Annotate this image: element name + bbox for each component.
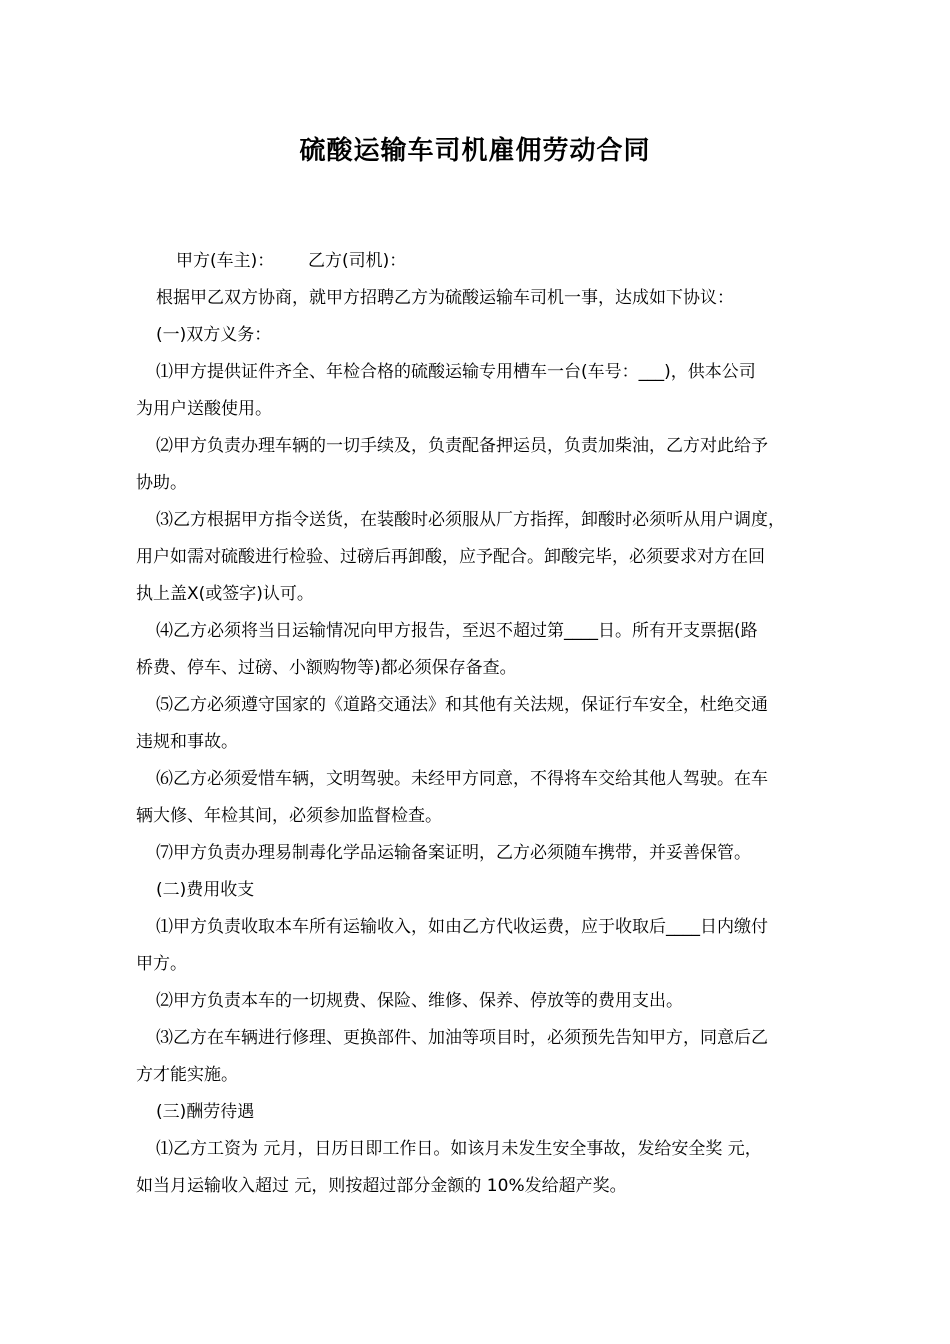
preamble: 根据甲乙双方协商，就甲方招聘乙方为硫酸运输车司机一事，达成如下协议： [156,288,734,308]
document-body [116,243,838,1205]
clause-item: ⑶乙方在车辆进行修理、更换部件、加油等项目时，必须预先告知甲方，同意后乙 方才能实施。 [136,1028,768,1085]
clause-item: ⑴甲方提供证件齐全、年检合格的硫酸运输专用槽车一台(车号：___)，供本公司 为用户送酸使用。 [136,362,756,419]
section-heading: (二)费用收支 [156,880,255,900]
clause-item: ⑷乙方必须将当日运输情况向甲方报告，至迟不超过第____日。所有开支票据(路 桥费、停车、过磅、小额购物等)都必须保存备查。 [136,621,758,678]
party-a-label: 甲方(车主)： [176,251,275,271]
clause-item: ⑶乙方根据甲方指令送货，在装酸时必须服从厂方指挥，卸酸时必须听从用户调度， 用户如需对硫酸进行检验、过磅后再卸酸，应予配合。卸酸完毕，必须要求对方在回 执上盖X(或签字)认可。 [136,510,785,604]
clause-item: ⑵甲方负责办理车辆的一切手续及，负责配备押运员，负责加柴油，乙方对此给予 协助。 [136,436,768,493]
clause-item: ⑴甲方负责收取本车所有运输收入，如由乙方代收运费，应于收取后____日内缴付 甲方。 [136,917,768,974]
section-heading: (三)酬劳待遇 [156,1102,255,1122]
parties-line [116,243,838,280]
document-title: 硫酸运输车司机雇佣劳动合同 [299,136,651,166]
clause-item: ⑺甲方负责办理易制毒化学品运输备案证明，乙方必须随车携带，并妥善保管。 [156,843,751,863]
section-heading: (一)双方义务： [156,325,272,345]
clause-item: ⑸乙方必须遵守国家的《道路交通法》和其他有关法规，保证行车安全，杜绝交通 违规和事故。 [136,695,768,752]
clause-item: ⑴乙方工资为 元月，日历日即工作日。如该月未发生安全事故，发给安全奖 元， 如当月运输收入超过 元，则按超过部分金额的 10%发给超产奖。 [136,1139,762,1196]
clause-item: ⑵甲方负责本车的一切规费、保险、维修、保养、停放等的费用支出。 [156,991,683,1011]
party-b-label: 乙方(司机)： [308,251,407,271]
clause-item: ⑹乙方必须爱惜车辆，文明驾驶。未经甲方同意，不得将车交给其他人驾驶。在车 辆大修、年检其间，必须参加监督检查。 [136,769,768,826]
